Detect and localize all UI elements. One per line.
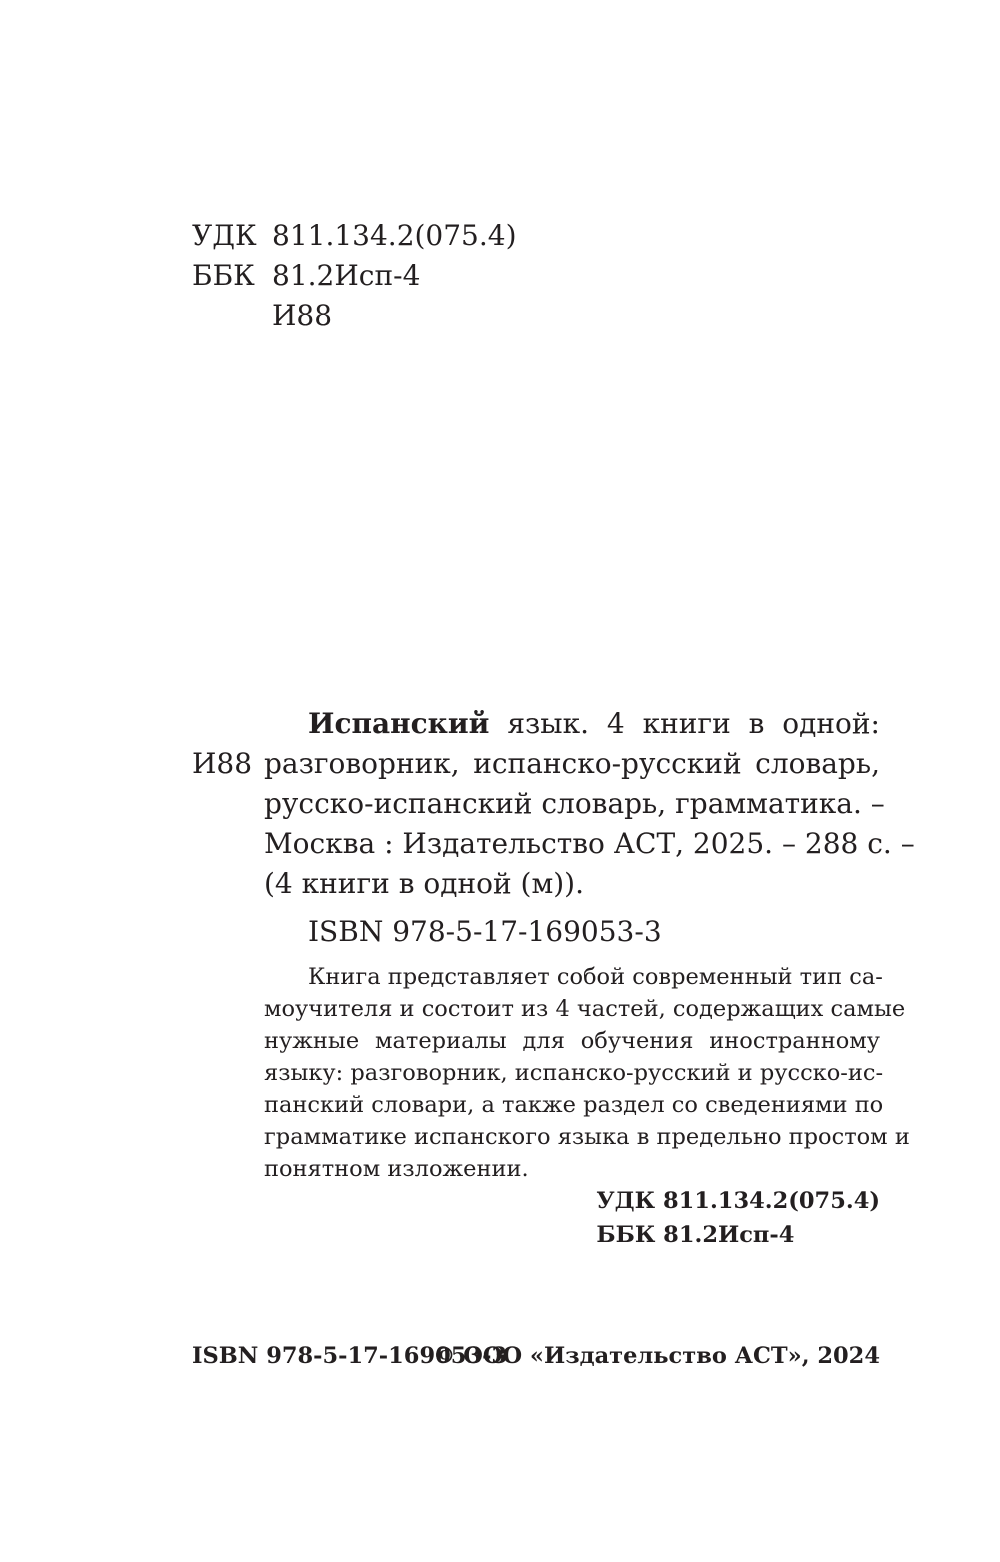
udk-value: 811.134.2(075.4)	[272, 219, 517, 252]
bbk-right: ББК 81.2Исп-4	[596, 1222, 795, 1248]
biblio-title-bold: Испанский	[308, 707, 490, 740]
bbk-label: ББК	[192, 259, 255, 292]
udk-right: УДК 811.134.2(075.4)	[596, 1188, 880, 1214]
annotation-line: Книга представляет собой современный тип са-	[308, 964, 883, 990]
annotation-line: понятном изложении.	[264, 1156, 529, 1182]
bbk-value: 81.2Исп-4	[272, 259, 421, 292]
annotation-line: панский словари, а также раздел со сведениями по	[264, 1092, 884, 1118]
biblio-line-1	[264, 704, 880, 744]
annotation-line: моучителя и состоит из 4 частей, содержащих самые	[264, 996, 906, 1022]
biblio-line-2: разговорник, испанско-русский словарь,	[264, 747, 880, 780]
annotation-line: нужные материалы для обучения иностранному	[264, 1028, 880, 1054]
footer-copyright: © ООО «Издательство АСТ», 2024	[432, 1343, 880, 1369]
biblio-line-5: (4 книги в одной (м)).	[264, 867, 584, 900]
annotation	[264, 961, 910, 1185]
udk-row	[192, 216, 517, 256]
biblio-title-rest: язык. 4 книги в одной:	[489, 707, 880, 740]
annotation-line: языку: разговорник, испанско-русский и русско-ис-	[264, 1060, 884, 1086]
author-mark-side: И88	[192, 747, 253, 780]
bibliographic-record	[264, 704, 915, 904]
author-mark-header: И88	[272, 299, 333, 332]
bbk-row	[192, 256, 517, 296]
annotation-line: грамматике испанского языка в предельно простом и	[264, 1124, 910, 1150]
classification-right	[596, 1184, 880, 1252]
header-classification	[192, 216, 517, 336]
biblio-line-4: Москва : Издательство АСТ, 2025. – 288 с. –	[264, 827, 915, 860]
udk-label: УДК	[192, 219, 257, 252]
author-mark-row	[192, 296, 517, 336]
footer-isbn: ISBN 978-5-17-169053-3	[192, 1343, 508, 1369]
biblio-line-3: русско-испанский словарь, грамматика. –	[264, 787, 885, 820]
isbn-main: ISBN 978-5-17-169053-3	[308, 915, 662, 948]
